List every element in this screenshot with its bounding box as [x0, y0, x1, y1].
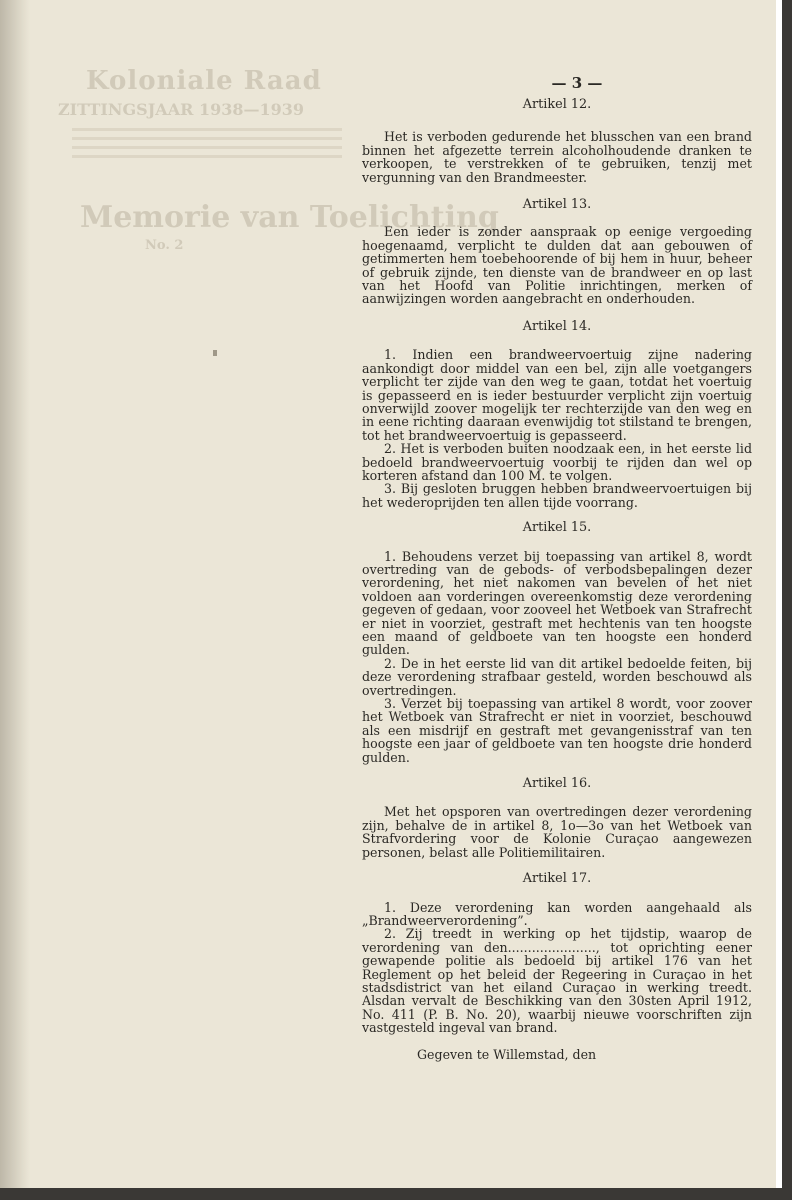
article-heading: Artikel 15. [522, 520, 592, 536]
article-paragraph: 1. Indien een brandweervoertuig zijne nadering aankondigt door middel van een bel, zijn alle voetgangers verplicht ter zijde van den weg te gaan, totdat het voertuig is gepasseerd en is ieder bestuurder verplicht zijn voertuig onverwijld zoover mogelijk ter rechterzijde van den weg en in eene richting daaraan evenwijdig tot stilstand te brengen, tot het brandweervoertuig is gepasseerd. [362, 347, 752, 443]
bleed-through-text: Koloniale Raad [86, 66, 322, 96]
article-paragraph: 3. Verzet bij toepassing van artikel 8 wordt, voor zoover het Wetboek van Strafrecht er niet in voorziet, beschouwd als een misdrijf en gestraft met gevangenisstraf van ten hoogste een jaar of geldboete van ten hoogste drie honderd gulden. [362, 696, 752, 765]
article-heading: Artikel 16. [522, 776, 592, 792]
article-paragraph: 1. Behoudens verzet bij toepassing van artikel 8, wordt overtreding van de gebods- of verbodsbepalingen dezer verordening, het niet nakomen van bevelen of het niet voldoen aan vorderingen overeenkomstig deze verordening gegeven of gedaan, voor zooveel het Wetboek van Strafrecht er niet in voorziet, gestraft met hechtenis van ten hoogste een maand of geldboete van ten hoogste een honderd gulden. [362, 548, 752, 658]
article-heading: Artikel 12. [522, 97, 592, 112]
article-paragraph: 2. De in het eerste lid van dit artikel bedoelde feiten, bij deze verordening strafbaar gesteld, worden beschouwd als overtredingen. [362, 655, 752, 698]
scan-border [0, 1188, 782, 1200]
article-paragraph: Met het opsporen van overtredingen dezer verordening zijn, behalve de in artikel 8, 1o—3o van het Wetboek van Strafvordering voor de Kolonie Curaçao aangewezen personen, belast alle Politiemilitairen. [362, 804, 752, 860]
article-heading: Artikel 13. [522, 197, 592, 213]
article-paragraph: 2. Het is verboden buiten noodzaak een, in het eerste lid bedoeld brandweervoertuig voorbij te rijden dan wel op korteren afstand dan 100 M. te volgen. [362, 441, 752, 483]
document-body [362, 74, 752, 1061]
article-paragraph: 1. Deze verordening kan worden aangehaald als „Brandweerverordening”. [362, 899, 752, 928]
page-number: — 3 — [551, 74, 603, 92]
article-paragraph: Het is verboden gedurende het blusschen van een brand binnen het afgezette terrein alcoholhoudende dranken te verkoopen, te verstrekken of te gebruiken, tenzij met vergunning van den Brandmeester. [362, 129, 752, 185]
ink-speck [213, 350, 217, 356]
binding-gutter [0, 0, 30, 1188]
bleed-through-lines [72, 128, 342, 164]
closing-line: Gegeven te Willemstad, den [417, 1046, 597, 1062]
scan-border [782, 0, 792, 1200]
bleed-through-text: Memorie van Toelichting [80, 200, 499, 235]
article-paragraph: 3. Bij gesloten bruggen hebben brandweervoertuigen bij het wederoprijden ten allen tijde voorrang. [362, 481, 752, 510]
bleed-through-text: No. 2 [145, 238, 184, 253]
bleed-through-text: ZITTINGSJAAR 1938—1939 [58, 100, 305, 119]
article-heading: Artikel 14. [522, 318, 592, 334]
article-heading: Artikel 17. [522, 871, 592, 887]
article-paragraph: 2. Zij treedt in werking op het tijdstip, waarop de verordening van den......................, tot oprichting eener gewapende politie als bedoeld bij artikel 176 van het Reglement op het beleid der Regeering in Curaçao in het stadsdistrict van het eiland Curaçao in werking treedt. Alsdan vervalt de Beschikking van den 30sten April 1912, No. 411 (P. B. No. 20), waarbij nieuwe voorschriften zijn vastgesteld ingeval van brand. [362, 926, 752, 1036]
article-paragraph: Een ieder is zonder aanspraak op eenige vergoeding hoegenaamd, verplicht te dulden dat aan gebouwen of getimmerten hem toebehoorende of bij hem in huur, beheer of gebruik zijnde, ten dienste van de brandweer en op last van het Hoofd van Politie inrichtingen, merken of aanwijzingen worden aangebracht en onderhouden. [362, 224, 752, 307]
